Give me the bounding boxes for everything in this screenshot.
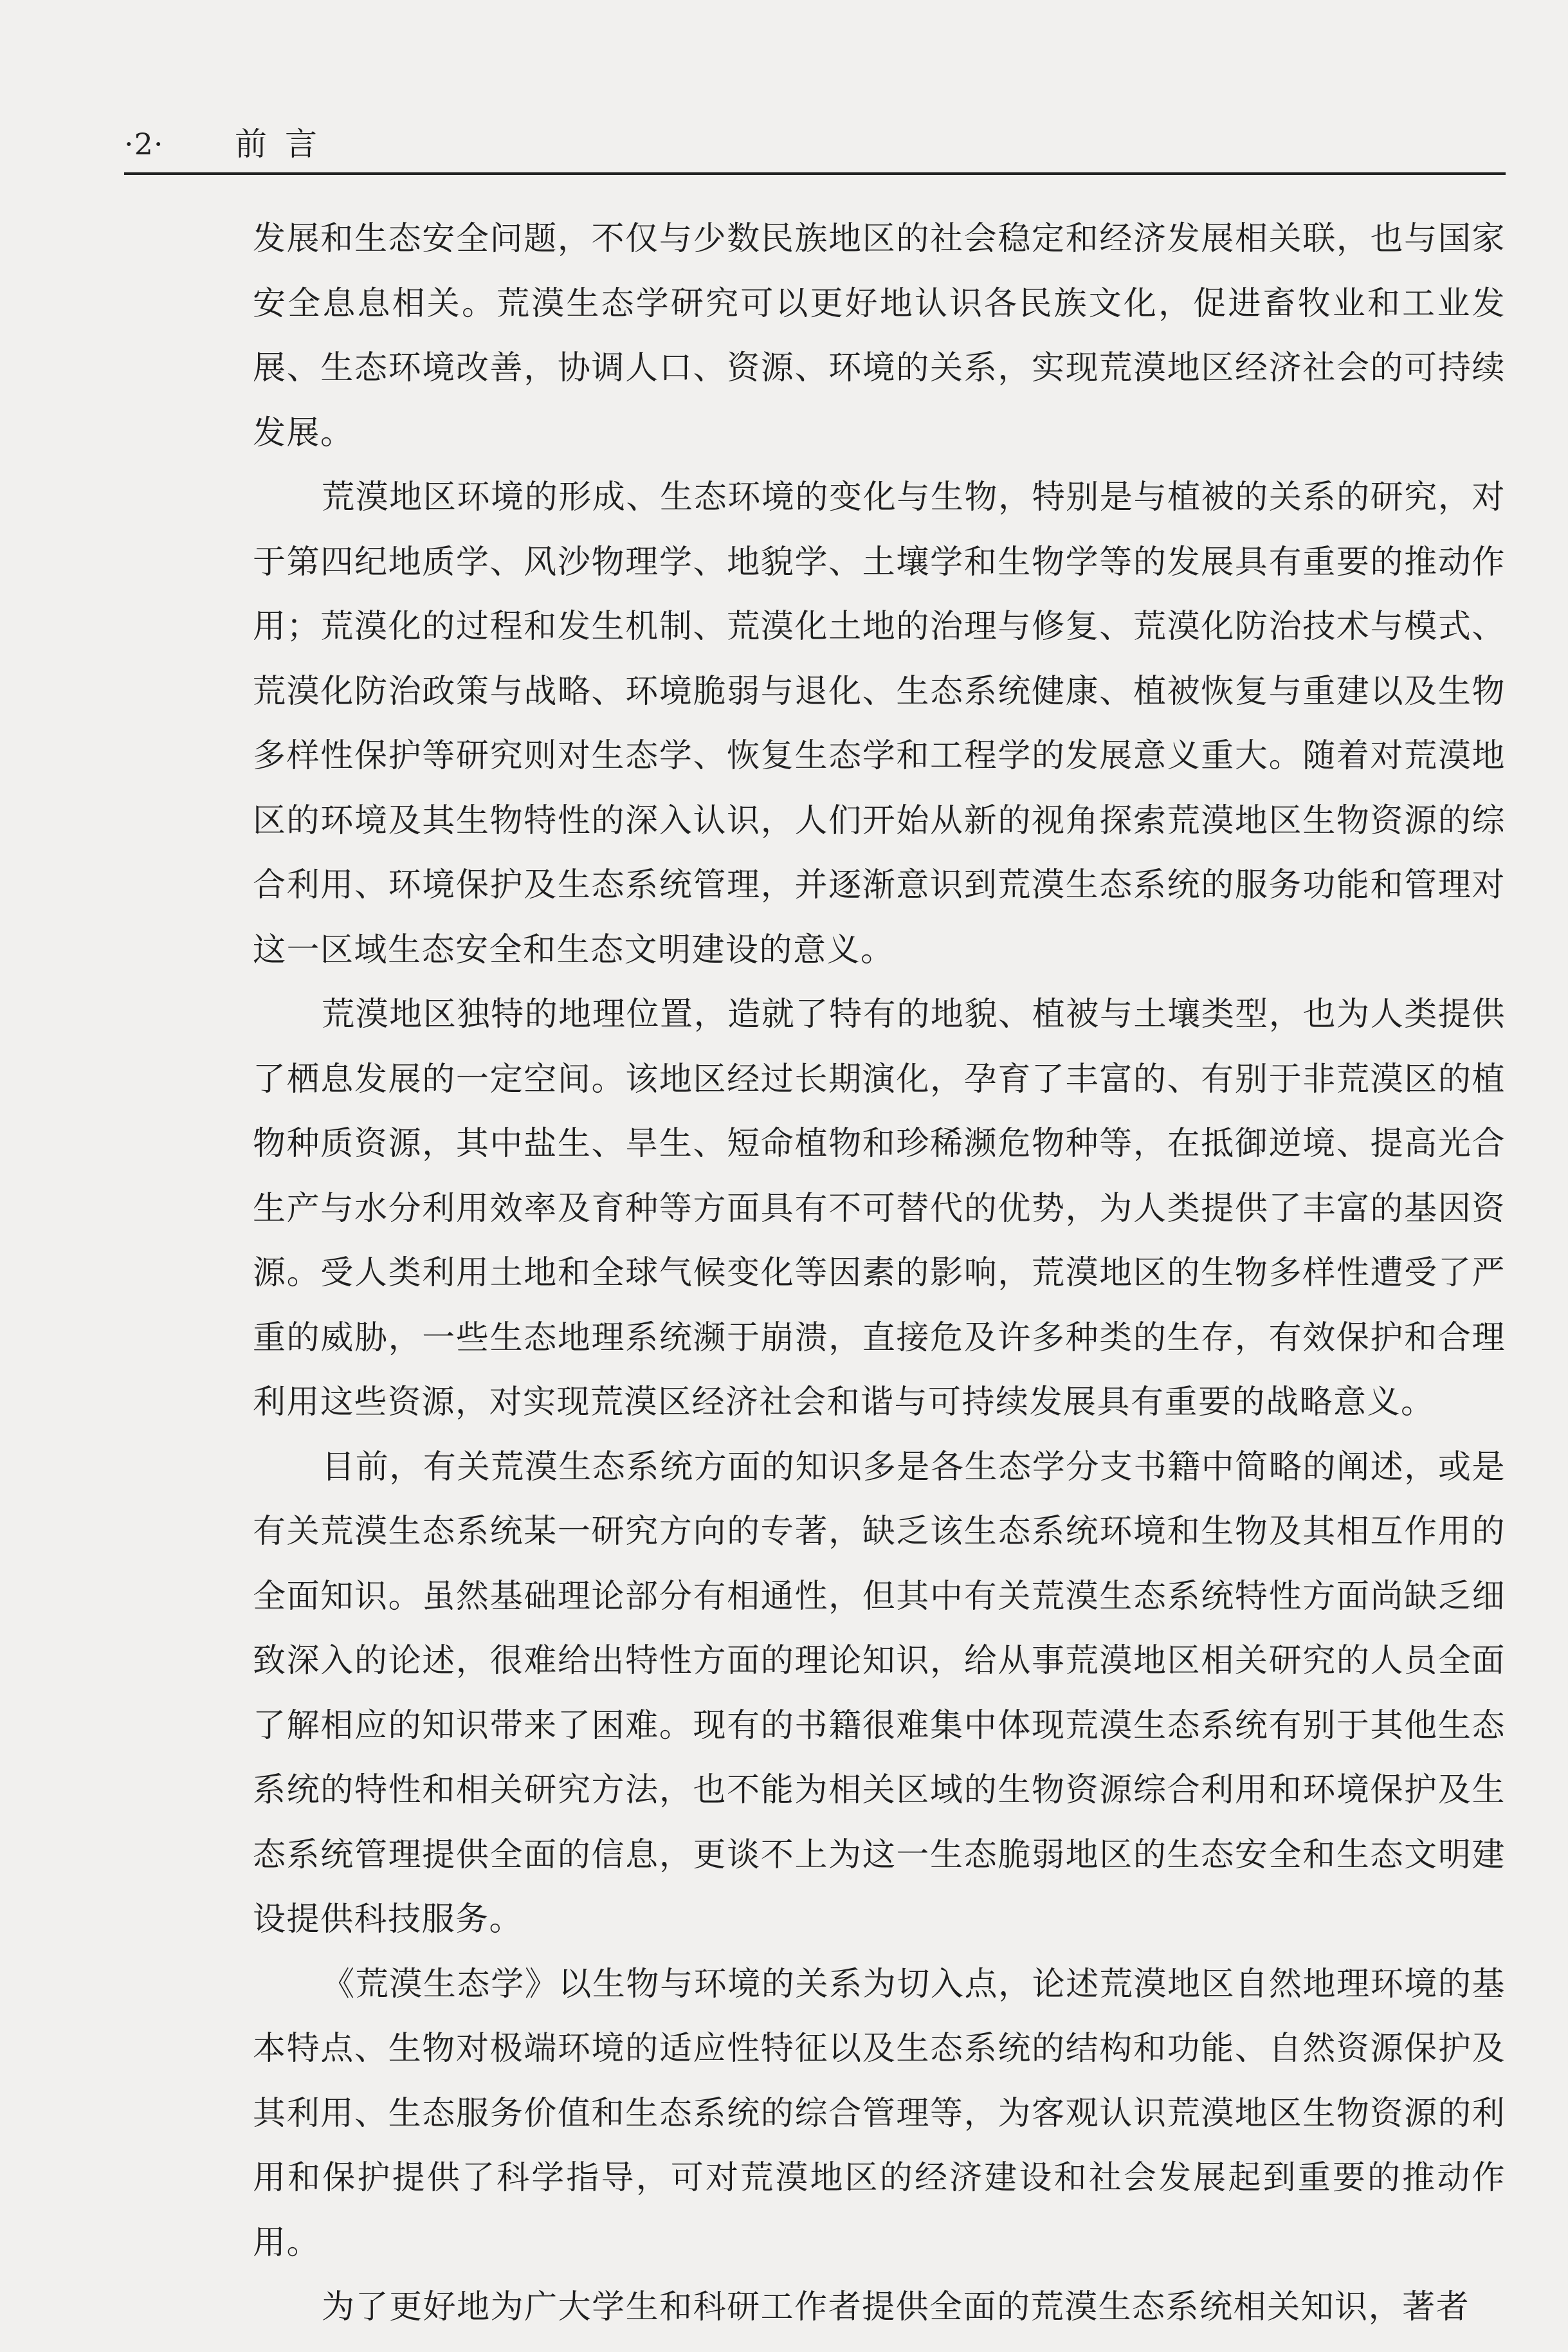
paragraph: 荒漠地区环境的形成、生态环境的变化与生物，特别是与植被的关系的研究，对于第四纪地质学、风沙物理学、地貌学、土壤学和生物学等的发展具有重要的推动作用；荒漠化的过程和发生机制、荒漠化土地的治理与修复、荒漠化防治技术与模式、荒漠化防治政策与战略、环境脆弱与退化、生态系统健康、植被恢复与重建以及生物多样性保护等研究则对生态学、恢复生态学和工程学的发展意义重大。随着对荒漠地区的环境及其生物特性的深入认识，人们开始从新的视角探索荒漠地区生物资源的综合利用、环境保护及生态系统管理，并逐渐意识到荒漠生态系统的服务功能和管理对这一区域生态安全和生态文明建设的意义。 [253, 479, 1506, 969]
paragraph: 目前，有关荒漠生态系统方面的知识多是各生态学分支书籍中简略的阐述，或是有关荒漠生态系统某一研究方向的专著，缺乏该生态系统环境和生物及其相互作用的全面知识。虽然基础理论部分有相通性，但其中有关荒漠生态系统特性方面尚缺乏细致深入的论述，很难给出特性方面的理论知识，给从事荒漠地区相关研究的人员全面了解相应的知识带来了困难。现有的书籍很难集中体现荒漠生态系统有别于其他生态系统的特性和相关研究方法，也不能为相关区域的生物资源综合利用和环境保护及生态系统管理提供全面的信息，更谈不上为这一生态脆弱地区的生态安全和生态文明建设提供科技服务。 [253, 1448, 1506, 1938]
paragraph: 荒漠地区独特的地理位置，造就了特有的地貌、植被与土壤类型，也为人类提供了栖息发展的一定空间。该地区经过长期演化，孕育了丰富的、有别于非荒漠区的植物种质资源，其中盐生、旱生、短命植物和珍稀濒危物种等，在抵御逆境、提高光合生产与水分利用效率及育种等方面具有不可替代的优势，为人类提供了丰富的基因资源。受人类利用土地和全球气候变化等因素的影响，荒漠地区的生物多样性遭受了严重的威胁，一些生态地理系统濒于崩溃，直接危及许多种类的生存，有效保护和合理利用这些资源，对实现荒漠区经济社会和谐与可持续发展具有重要的战略意义。 [253, 996, 1506, 1421]
paragraph: 《荒漠生态学》以生物与环境的关系为切入点，论述荒漠地区自然地理环境的基本特点、生物对极端环境的适应性特征以及生态系统的结构和功能、自然资源保护及其利用、生态服务价值和生态系统的综合管理等，为客观认识荒漠地区生物资源的利用和保护提供了科学指导，可对荒漠地区的经济建设和社会发展起到重要的推动作用。 [253, 1965, 1506, 2262]
paragraph: 发展和生态安全问题，不仅与少数民族地区的社会稳定和经济发展相关联，也与国家安全息息相关。荒漠生态学研究可以更好地认识各民族文化，促进畜牧业和工业发展、生态环境改善，协调人口、资源、环境的关系，实现荒漠地区经济社会的可持续发展。 [253, 220, 1506, 452]
running-header [124, 119, 1506, 170]
header-rule [124, 172, 1506, 175]
paragraph: 为了更好地为广大学生和科研工作者提供全面的荒漠生态系统相关知识，著者 [322, 2288, 1470, 2326]
page-number: ·2· [124, 127, 164, 161]
section-title: 前言 [235, 125, 335, 163]
body-text [253, 207, 1506, 2340]
